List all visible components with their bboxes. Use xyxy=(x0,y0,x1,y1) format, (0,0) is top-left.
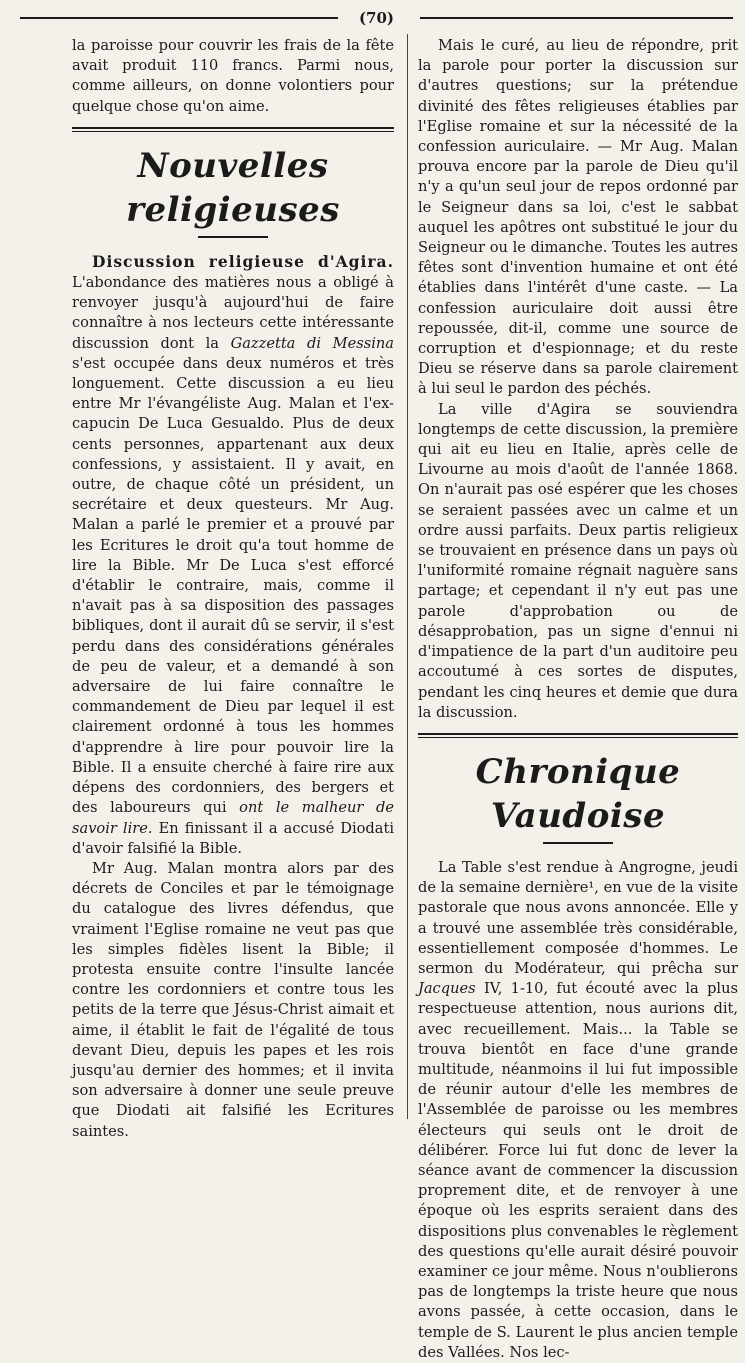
bible-reference: Jacques xyxy=(418,980,476,998)
section-rule-thin xyxy=(418,737,738,738)
carry-over-paragraph: la paroisse pour couvrir les frais de la fête avait produit 110 francs. Parmi nous, comme ailleurs, on donne volontiers pour quelque chose qu'on aime. xyxy=(72,37,394,115)
page-header xyxy=(20,6,733,30)
section-title-chronique-vaudoise: Chronique Vaudoise xyxy=(475,751,681,836)
page-number: (70) xyxy=(20,6,733,30)
journal-title: Gazzetta di Messina xyxy=(230,334,394,352)
section-rule xyxy=(72,127,394,129)
article-paragraph-1: Discussion religieuse d'Agira. L'abondance des matières nous a obligé à renvoyer jusqu'à aujourd'hui de faire connaître à nos lecteurs cette intéressante discussion dont la Gazzetta di Messina s'est occupée dans deux numéros et très longuement. Cette discussion a eu lieu entre Mr l'évangéliste Aug. Malan et l'ex-capucin De Luca Gesualdo. Plus de deux cents personnes, appartenant aux deux confessions, y assistaient. Il y avait, en outre, de chaque côté un président, un secrétaire et deux questeurs. Mr Aug. Malan a parlé le premier et a prouvé par les Ecritures le droit qu'a tout homme de lire la Bible. Mr De Luca s'est efforcé d'établir le contraire, mais, comme il n'avait pas à sa disposition des passages bibliques, dont il aurait dû se servir, il s'est perdu dans des considérations générales de peu de valeur, et a demandé à son adversaire de lui faire connaître le commandement de Dieu par lequel il est clairement ordonné à tous les hommes d'apprendre à lire pour pouvoir lire la Bible. Il a ensuite cherché à faire rire aux dépens des cordonniers, des bergers et des laboureurs qui ont le malheur de savoir lire. En finissant il a accusé Diodati d'avoir falsifié la Bible. xyxy=(72,251,395,857)
title-ornament xyxy=(198,236,268,238)
article-paragraph-2: Mr Aug. Malan montra alors par des décrets de Conciles et par le témoignage du catalogue des livres défendus, que vraiment l'Eglise romaine ne veut pas que les simples fidèles lisent la Bible; il protesta ensuite contre l'insulte lancée contre les cordonniers et contre tous les petits de la terre que Jésus-Christ aimait et aime, il établit le fait de l'égalité de tous devant Dieu, depuis les papes et les rois jusqu'au dernier des hommes; et il invita son adversaire à donner une seule preuve que Diodati ait falsifié les Ecritures saintes. xyxy=(72,859,394,1140)
article-heading: Discussion religieuse d'Agira. xyxy=(92,251,394,271)
left-column xyxy=(72,36,394,1142)
article-paragraph-4: La ville d'Agira se souviendra longtemps de cette discussion, la première qui ait eu lieu en Italie, après celle de Livourne au mois d'août de l'année 1868. On n'aurait pas osé espérer que les choses se seraient passées avec un calme et un ordre aussi parfaits. Deux partis religieux se trouvaient en présence dans un pays où l'uniformité romaine régnait naguère sans partage; et cependant il n'y eut pas une parole d'approbation ou de désapprobation, pas un signe d'ennui ni d'impatience de la part d'un auditoire peu accoutumé à ces sortes de disputes, pendant les cinq heures et demie que dura la discussion. xyxy=(418,400,738,721)
section-title-nouvelles-religieuses: Nouvelles religieuses xyxy=(126,145,340,230)
section-rule xyxy=(418,733,738,735)
section-rule-thin xyxy=(72,131,394,132)
article-paragraph-5: La Table s'est rendue à Angrogne, jeudi de la semaine dernière¹, en vue de la visite pastorale que nous avons annoncée. Elle y a trouvé une assemblée très considérable, essentiellement composée d'hommes. Le sermon du Modérateur, qui prêcha sur Jacques IV, 1-10, fut écouté avec la plus respectueuse attention, nous aurions dit, avec recueillement. Mais... la Table se trouva bientôt en face d'une grande multitude, néanmoins il lui fut impossible de réunir autour d'elle les membres de l'Assemblée de paroisse ou les membres électeurs qui seuls ont le droit de délibérer. Force lui fut donc de lever la séance avant de commencer la discussion proprement dite, et de renvoyer à une époque où les esprits seraient dans des dispositions plus convenables le règlement des questions qu'elle aurait désiré pouvoir examiner ce jour même. Nous n'oublierons pas de longtemps la triste heure que nous avons passée, à cette occasion, dans le temple de S. Laurent le plus ancien temple des Vallées. Nos lec- xyxy=(418,858,738,1361)
article-paragraph-3: Mais le curé, au lieu de répondre, prit la parole pour porter la discussion sur d'autres questions; sur la prétendue divinité des fêtes religieuses établies par l'Eglise romaine et sur la nécessité de la confession auriculaire. — Mr Aug. Malan prouva encore par la parole de Dieu qu'il n'y a qu'un seul jour de repos ordonné par le Seigneur dans sa loi, c'est le sabbat auquel les apôtres ont substitué le jour du Seigneur ou le dimanche. Toutes les autres fêtes sont d'invention humaine et ont été établies dans l'intérêt d'une caste. — La confession auriculaire doit aussi être repoussée, dit-il, comme une source de corruption et d'espionnage; et du reste Dieu se réserve dans sa parole clairement à lui seul le pardon des péchés. xyxy=(418,37,738,398)
column-divider xyxy=(407,34,408,1119)
right-column xyxy=(418,36,738,1363)
title-ornament xyxy=(543,842,613,844)
